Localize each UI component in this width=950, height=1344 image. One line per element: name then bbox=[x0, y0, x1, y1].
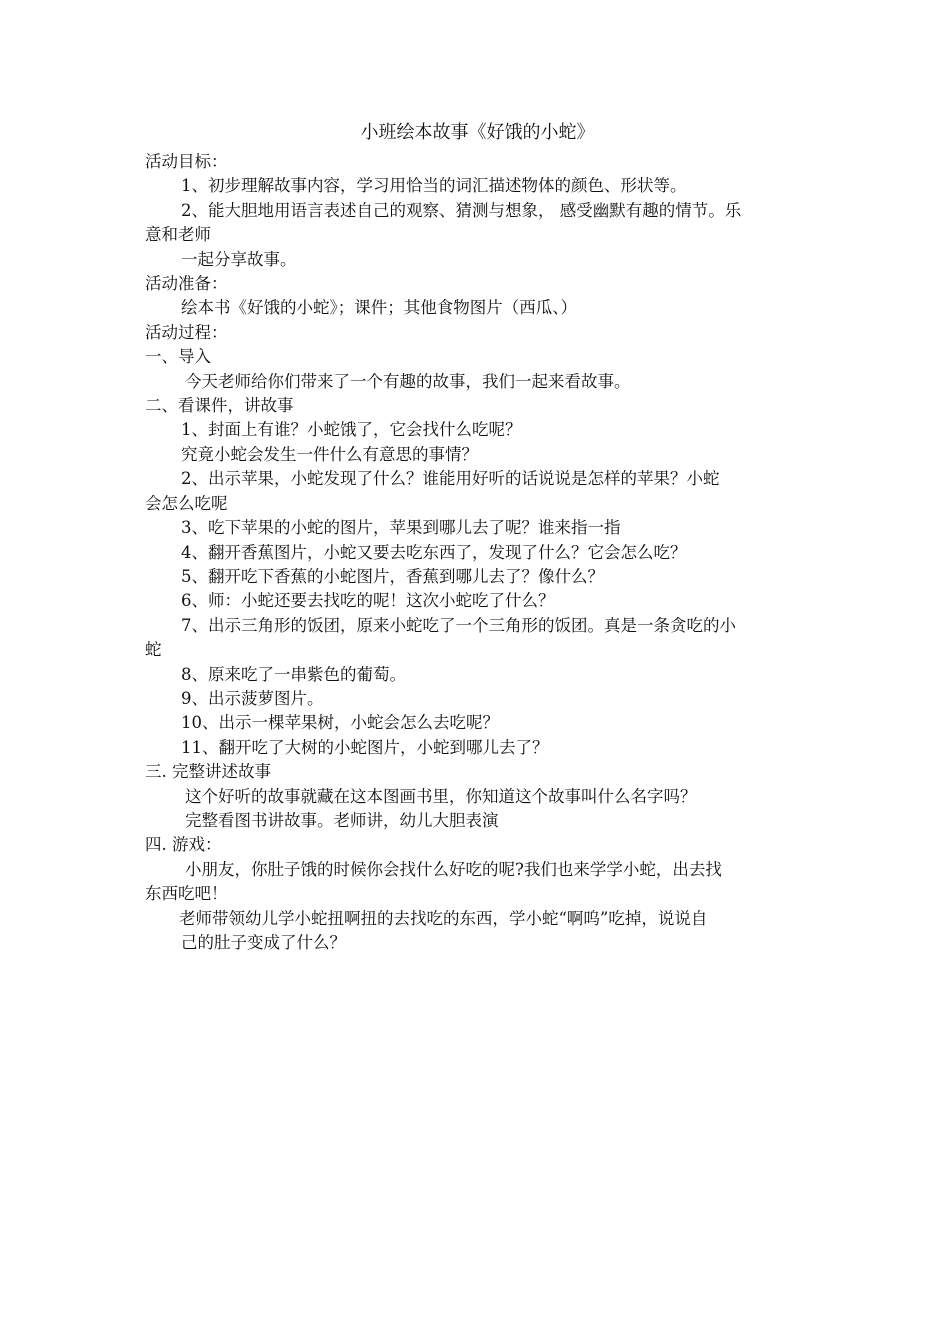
section-3-item-2: 完整看图书讲故事。老师讲，幼儿大胆表演 bbox=[185, 810, 499, 830]
section-4-heading: 四. 游戏： bbox=[145, 835, 222, 855]
section-2-item-7: 7、出示三角形的饭团，原来小蛇吃了一个三角形的饭团。真是一条贪吃的小 bbox=[181, 615, 736, 635]
section-1-heading: 一、导入 bbox=[145, 347, 211, 367]
section-2-item-3: 3、吃下苹果的小蛇的图片，苹果到哪儿去了呢？谁来指一指 bbox=[181, 518, 621, 538]
section-2-item-5: 5、翻开吃下香蕉的小蛇图片，香蕉到哪儿去了？像什么？ bbox=[181, 566, 604, 586]
prep-heading: 活动准备： bbox=[145, 274, 228, 294]
section-4-item-1-cont: 东西吃吧！ bbox=[145, 884, 228, 904]
section-2-item-9: 9、出示菠萝图片。 bbox=[181, 688, 324, 708]
goals-heading: 活动目标： bbox=[145, 152, 228, 171]
section-2-item-10: 10、出示一棵苹果树，小蛇会怎么去吃呢？ bbox=[181, 713, 499, 733]
goal-2-line-1: 2、能大胆地用语言表述自己的观察、猜测与想象， 感受幽默有趣的情节。乐 bbox=[181, 200, 742, 220]
section-2-item-7-cont: 蛇 bbox=[145, 640, 162, 660]
document-title: 小班绘本故事《好饿的小蛇》 bbox=[360, 122, 595, 143]
section-2-item-8: 8、原来吃了一串紫色的葡萄。 bbox=[181, 664, 406, 684]
goal-2-line-3: 一起分享故事。 bbox=[181, 249, 297, 269]
section-2-item-6: 6、师：小蛇还要去找吃的呢！这次小蛇吃了什么？ bbox=[181, 591, 555, 611]
goal-1: 1、初步理解故事内容，学习用恰当的词汇描述物体的颜色、形状等。 bbox=[181, 176, 687, 196]
process-heading: 活动过程： bbox=[145, 322, 228, 342]
section-2-item-11: 11、翻开吃了大树的小蛇图片，小蛇到哪儿去了？ bbox=[181, 737, 549, 757]
section-3-item-1: 这个好听的故事就藏在这本图画书里，你知道这个故事叫什么名字吗？ bbox=[185, 786, 697, 806]
section-2-item-1: 1、封面上有谁？小蛇饿了，它会找什么吃呢？ bbox=[181, 420, 522, 440]
section-2-heading: 二、看课件，讲故事 bbox=[145, 396, 294, 416]
section-3-heading: 三. 完整讲述故事 bbox=[145, 762, 271, 782]
section-2-item-2-cont: 会怎么吃呢 bbox=[145, 493, 228, 513]
section-2-item-2: 2、出示苹果，小蛇发现了什么？谁能用好听的话说说是怎样的苹果？小蛇 bbox=[181, 469, 720, 489]
section-4-item-2: 老师带领幼儿学小蛇扭啊扭的去找吃的东西，学小蛇“啊呜”吃掉，说说自 bbox=[179, 908, 708, 928]
prep-item: 绘本书《好饿的小蛇》；课件；其他食物图片（西瓜、） bbox=[181, 298, 577, 318]
section-2-item-1b: 究竟小蛇会发生一件什么有意思的事情？ bbox=[181, 444, 478, 464]
section-2-item-4: 4、翻开香蕉图片，小蛇又要去吃东西了，发现了什么？它会怎么吃？ bbox=[181, 542, 687, 562]
document-page bbox=[145, 120, 810, 955]
section-1-text: 今天老师给你们带来了一个有趣的故事，我们一起来看故事。 bbox=[185, 371, 631, 391]
goal-2-line-2: 意和老师 bbox=[145, 225, 211, 245]
section-4-item-1: 小朋友，你肚子饿的时候你会找什么好吃的呢?我们也来学学小蛇，出去找 bbox=[185, 859, 722, 879]
section-4-item-2-cont: 己的肚子变成了什么？ bbox=[181, 933, 346, 952]
